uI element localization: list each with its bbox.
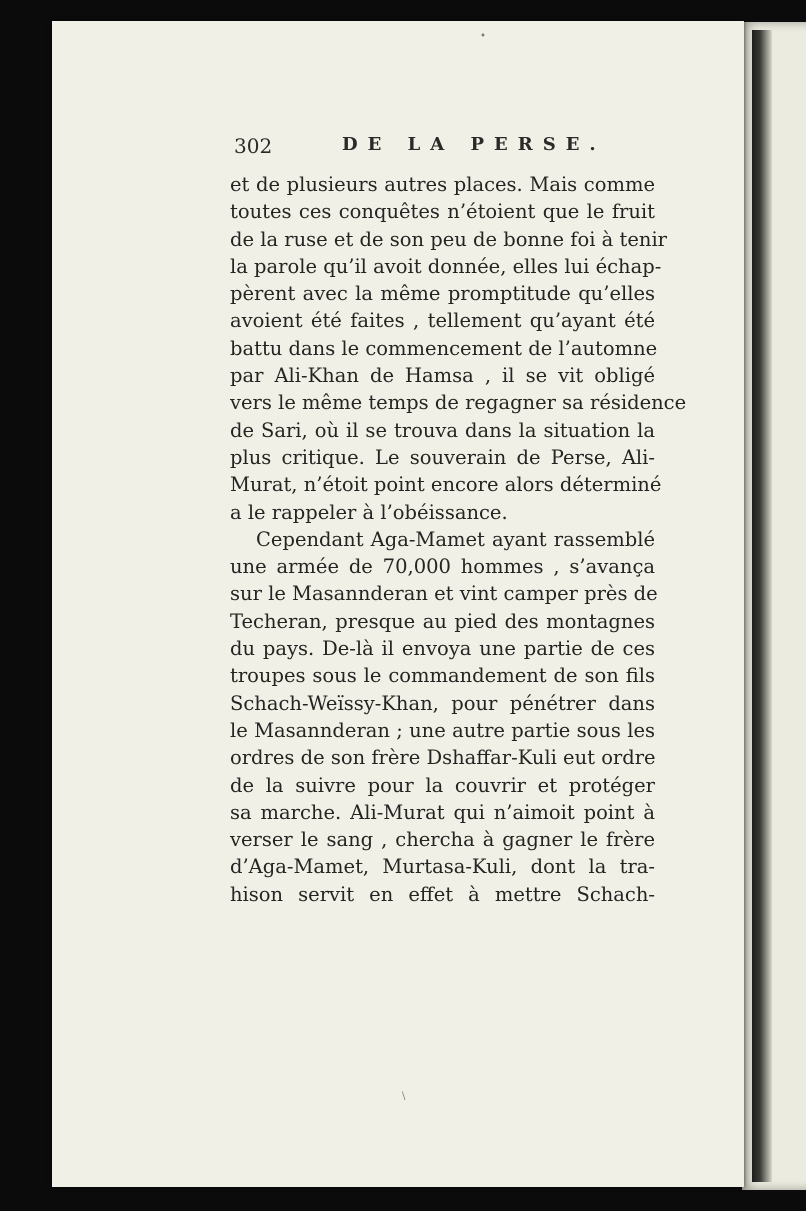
text-line: verser le sang , chercha à gagner le frère: [230, 828, 655, 852]
text-line: vers le même temps de regagner sa résidence: [230, 391, 687, 415]
text-line: par Ali-Khan de Hamsa , il se vit obligé: [230, 364, 655, 388]
running-title: DE LA PERSE.: [342, 134, 606, 155]
text-line: Murat, n’étoit point encore alors déterminé: [230, 473, 662, 497]
text-line: du pays. De-là il envoya une partie de ces: [230, 637, 655, 661]
text-line: la parole qu’il avoit donnée, elles lui échap-: [230, 254, 662, 278]
text-line: avoient été faites , tellement qu’ayant été: [230, 309, 655, 333]
text-line: le Masannderan ; une autre partie sous les: [230, 718, 655, 742]
text-line: d’Aga-Mamet, Murtasa-Kuli, dont la tra-: [230, 855, 655, 879]
text-line: toutes ces conquêtes n’étoient que le fruit: [230, 200, 655, 224]
text-line: pèrent avec la même promptitude qu’elles: [230, 282, 655, 306]
text-line: et de plusieurs autres places. Mais comme: [230, 173, 655, 196]
text-line: troupes sous le commandement de son fils: [230, 664, 655, 688]
text-line: sur le Masannderan et vint camper près de: [230, 582, 658, 606]
text-line: sa marche. Ali-Murat qui n’aimoit point à: [230, 800, 655, 824]
body-text: [230, 171, 687, 908]
running-head: [234, 132, 654, 162]
text-line: de Sari, où il se trouva dans la situation la: [230, 418, 655, 442]
text-line: hison servit en effet à mettre Schach-: [230, 882, 655, 906]
facing-page-edge: [752, 30, 772, 1182]
text-line: une armée de 70,000 hommes , s’avança: [230, 555, 655, 579]
paper-speck: \: [402, 1091, 406, 1102]
page-number: 302: [234, 134, 273, 158]
paragraph-end-line: a le rappeler à l’obéissance.: [230, 500, 508, 524]
text-line: battu dans le commencement de l’automne: [230, 336, 658, 360]
text-line: Techeran, presque au pied des montagnes: [230, 609, 655, 633]
text-line: de la suivre pour la couvrir et protéger: [230, 773, 655, 797]
text-line: ordres de son frère Dshaffar-Kuli eut ordre: [230, 746, 656, 770]
paper-speck: •: [480, 31, 486, 42]
text-line: plus critique. Le souverain de Perse, Ali-: [230, 445, 655, 469]
paragraph-start-line: Cependant Aga-Mamet ayant rassemblé: [256, 527, 655, 551]
text-line: de la ruse et de son peu de bonne foi à tenir: [230, 227, 667, 251]
text-line: Schach-Weïssy-Khan, pour pénétrer dans: [230, 691, 655, 715]
